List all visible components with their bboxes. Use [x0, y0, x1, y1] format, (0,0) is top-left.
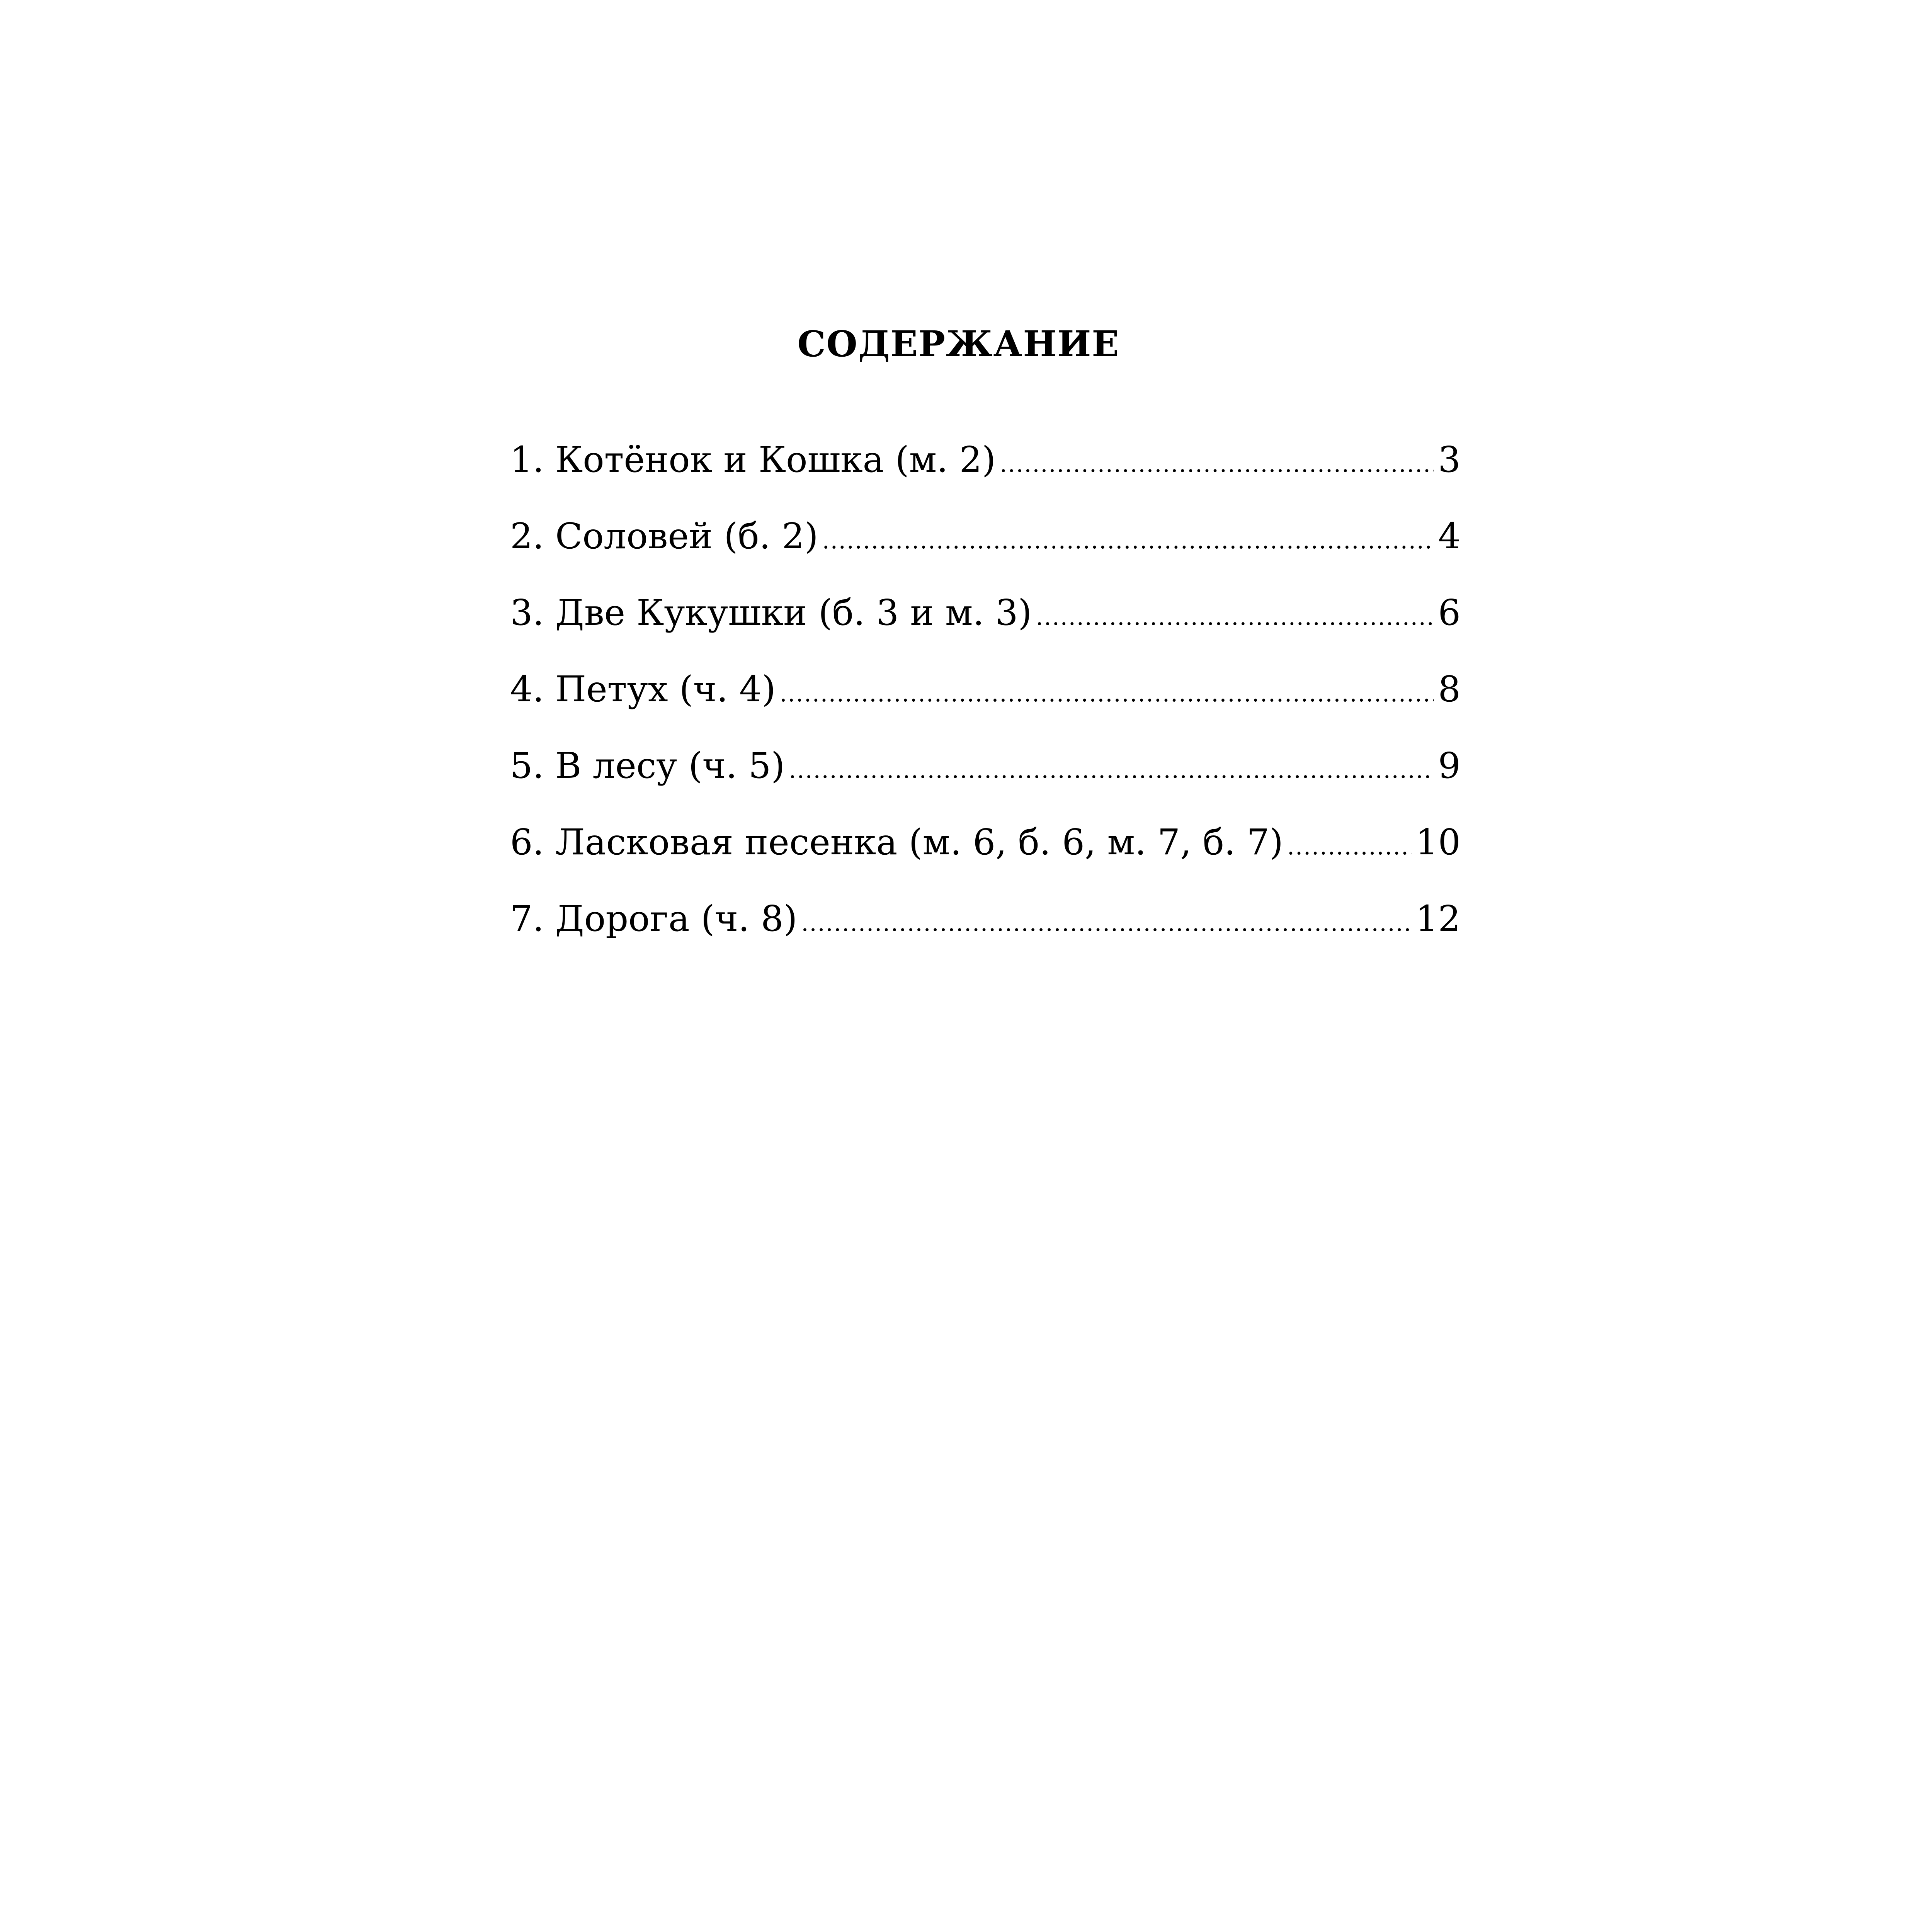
page-title: СОДЕРЖАНИЕ [797, 323, 1120, 365]
toc-entry [510, 743, 1461, 819]
toc-entry-page: 12 [1415, 898, 1461, 939]
dot-leader [789, 747, 1434, 793]
toc-entry-title: 7. Дорога (ч. 8) [510, 898, 798, 939]
dot-leader [801, 900, 1412, 946]
toc-entry-page: 6 [1438, 592, 1461, 633]
toc-entry-title: 6. Ласковая песенка (м. 6, б. 6, м. 7, б. 7) [510, 821, 1283, 863]
toc-entry-page: 8 [1438, 668, 1461, 710]
dot-leader [1036, 594, 1434, 640]
toc-entry-title: 2. Соловей (б. 2) [510, 515, 818, 557]
toc-entry [510, 590, 1461, 666]
toc-entry [510, 896, 1461, 972]
toc-entry-title: 5. В лесу (ч. 5) [510, 745, 785, 786]
toc-entry-page: 10 [1415, 821, 1461, 863]
toc-entry-page: 9 [1438, 745, 1461, 786]
toc-entry-page: 3 [1438, 439, 1461, 480]
toc-entry [510, 819, 1461, 896]
toc-entry-title: 3. Две Кукушки (б. 3 и м. 3) [510, 592, 1032, 633]
dot-leader [1000, 441, 1434, 487]
dot-leader [779, 670, 1434, 717]
toc-entry [510, 666, 1461, 743]
toc-entry-title: 1. Котёнок и Кошка (м. 2) [510, 439, 996, 480]
toc-entry-page: 4 [1438, 515, 1461, 557]
toc-entry-title: 4. Петух (ч. 4) [510, 668, 776, 710]
toc-entry [510, 437, 1461, 513]
toc-entry [510, 513, 1461, 590]
dot-leader [1287, 823, 1412, 870]
table-of-contents [510, 437, 1461, 972]
dot-leader [822, 517, 1434, 564]
